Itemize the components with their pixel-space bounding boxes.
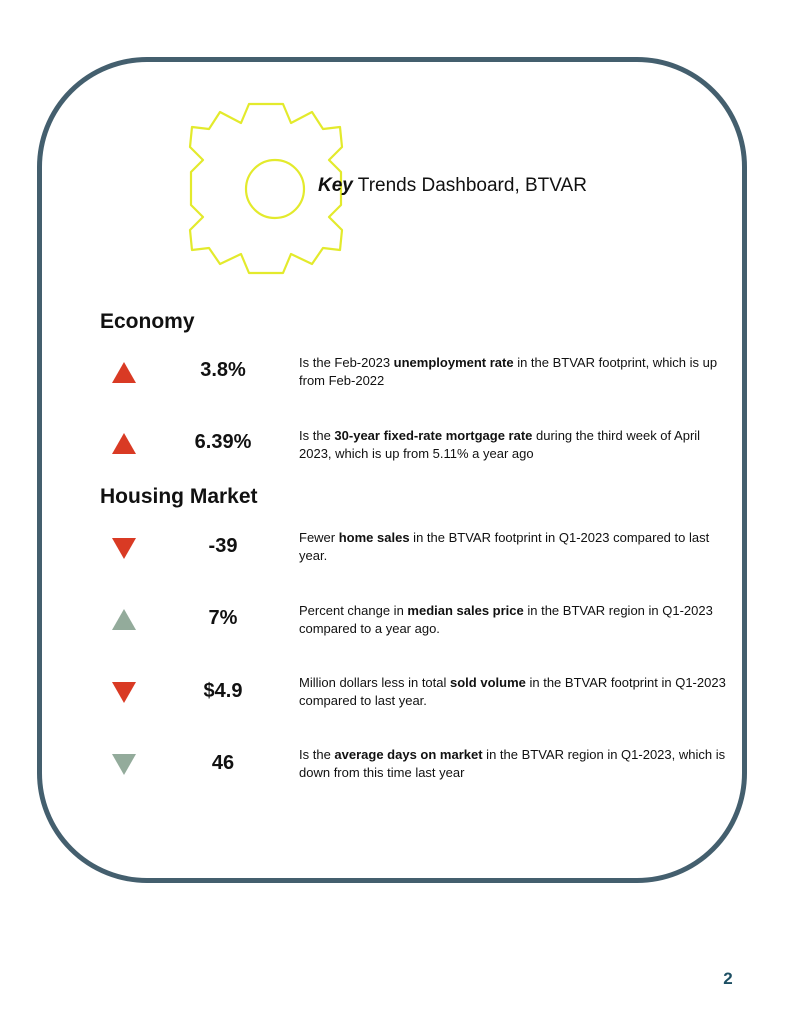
triangle-up-icon: [112, 362, 136, 383]
metric-description: Is the 30-year fixed-rate mortgage rate during the third week of April 2023, which is up from 5.11% a year ago: [299, 428, 701, 461]
metric-value: $4.9: [203, 680, 243, 702]
triangle-up-icon: [112, 433, 136, 454]
page-title: Key Trends Dashboard, BTVAR: [318, 175, 587, 196]
metric-value: 46: [211, 752, 235, 774]
triangle-down-icon: [112, 754, 136, 775]
metric-description: Million dollars less in total sold volume in the BTVAR footprint in Q1-2023 compared to last year.: [299, 675, 726, 708]
metric-description: Fewer home sales in the BTVAR footprint in Q1-2023 compared to last year.: [299, 530, 710, 563]
triangle-down-icon: [112, 682, 136, 703]
page-number: 2: [723, 969, 733, 988]
metric-value: 3.8%: [200, 359, 246, 381]
section-heading-housing-market: Housing Market: [100, 485, 258, 508]
metric-description: Percent change in median sales price in the BTVAR region in Q1-2023 compared to a year ago.: [299, 603, 713, 636]
metric-description: Is the Feb-2023 unemployment rate in the BTVAR footprint, which is up from Feb-2022: [299, 355, 718, 388]
metric-value: 6.39%: [194, 431, 252, 453]
triangle-up-icon: [112, 609, 136, 630]
metric-value: 7%: [208, 607, 238, 629]
section-heading-economy: Economy: [100, 310, 195, 333]
triangle-down-icon: [112, 538, 136, 559]
metric-description: Is the average days on market in the BTVAR region in Q1-2023, which is down from this time last year: [299, 747, 726, 780]
metric-value: -39: [208, 535, 238, 557]
